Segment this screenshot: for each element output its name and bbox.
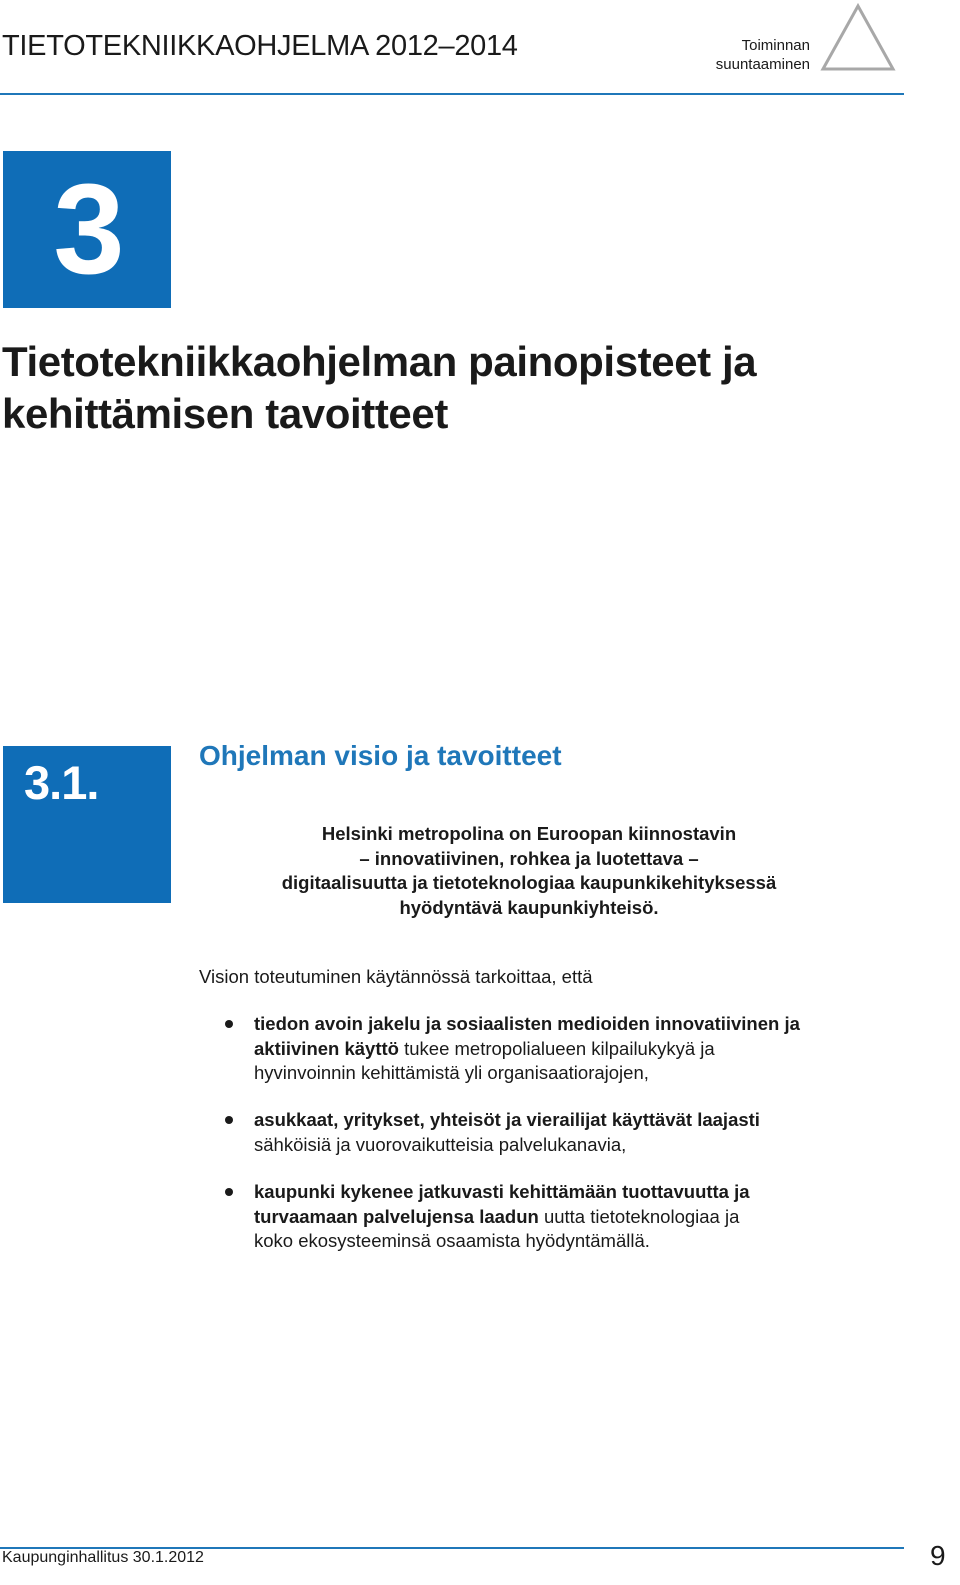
document-title: TIETOTEKNIIKKAOHJELMA 2012–2014 [2, 30, 518, 62]
vision-line: Helsinki metropolina on Euroopan kiinnostavin [321, 823, 737, 844]
body-text: koko ekosysteeminsä osaamista hyödyntämällä. [254, 1230, 650, 1251]
body-text: uutta tietoteknologiaa ja [538, 1205, 740, 1227]
bold-text: aktiivinen käyttö [254, 1037, 399, 1059]
header-rule [0, 93, 904, 95]
body-text: hyvinvoinnin kehittämistä yli organisaatiorajojen, [254, 1062, 649, 1083]
section-label [716, 36, 810, 74]
bullet-icon [225, 1188, 233, 1196]
section-number-box [3, 746, 171, 903]
bold-text: turvaamaan palvelujensa laadun [254, 1205, 539, 1227]
chapter-number-box [3, 151, 171, 308]
chapter-title-line1: Tietotekniikkaohjelman painopisteet ja [2, 338, 757, 385]
intro-paragraph: Vision toteutuminen käytännössä tarkoittaa, että [199, 966, 593, 987]
list-item-text [254, 1108, 894, 1157]
vision-line: – innovatiivinen, rohkea ja luotettava – [359, 847, 699, 869]
list-item-text [254, 1012, 894, 1086]
triangle-outline-icon [820, 2, 896, 72]
section-number: 3.1. [24, 756, 99, 809]
list-item-text [254, 1180, 894, 1254]
bold-text: asukkaat, yritykset, yhteisöt ja vierailijat käyttävät laajasti [254, 1109, 760, 1130]
section-title: Ohjelman visio ja tavoitteet [199, 740, 562, 771]
chapter-title-line2: kehittämisen tavoitteet [2, 390, 448, 437]
vision-line: hyödyntävä kaupunkiyhteisö. [399, 896, 659, 918]
section-label-line2: suuntaaminen [715, 56, 810, 73]
footer-publisher-date: Kaupunginhallitus 30.1.2012 [2, 1549, 204, 1566]
section-label-line1: Toiminnan [741, 37, 810, 54]
bullet-icon [225, 1116, 233, 1124]
bold-text: tiedon avoin jakelu ja sosiaalisten medioiden innovatiivinen ja [254, 1013, 800, 1034]
body-text: tukee metropolialueen kilpailukykyä ja [398, 1037, 715, 1059]
bold-text: kaupunki kykenee jatkuvasti kehittämään tuottavuutta ja [254, 1181, 750, 1202]
bullet-icon [225, 1020, 233, 1028]
chapter-title [2, 336, 902, 440]
body-text: sähköisiä ja vuorovaikutteisia palvelukanavia, [254, 1133, 627, 1155]
page-number: 9 [930, 1540, 946, 1571]
vision-statement [199, 822, 859, 920]
chapter-number: 3 [53, 158, 121, 301]
vision-line: digitaalisuutta ja tietoteknologiaa kaupunkikehityksessä [281, 872, 777, 893]
